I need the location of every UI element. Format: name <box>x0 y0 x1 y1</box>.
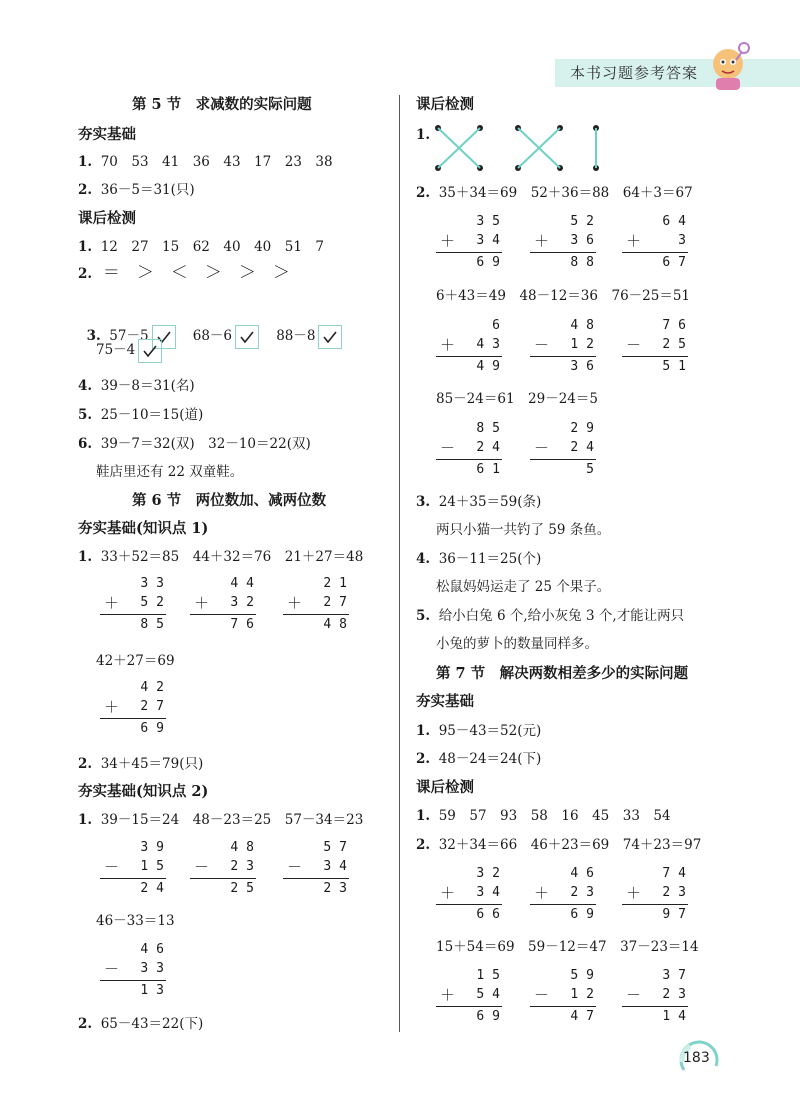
vcalc-top: 42 <box>140 680 172 695</box>
vcalc-second: 36 <box>570 233 602 248</box>
vcalc-operator: ＋ <box>440 986 456 1004</box>
num: 3. <box>86 328 101 344</box>
vcalc-result: 14 <box>662 1009 694 1024</box>
s7-a1: 59 57 93 58 16 45 33 54 <box>438 808 671 824</box>
vcalc-operator: ＋ <box>534 232 550 250</box>
vcalc-operator: ＋ <box>104 698 120 716</box>
section-7-title: 第 7 节 解决两数相差多少的实际问题 <box>436 665 689 682</box>
vcalc-result: 88 <box>570 255 602 270</box>
vcalc-operator: ＋ <box>287 594 303 612</box>
vcalc-bar <box>530 459 596 460</box>
vcalc-result: 47 <box>570 1009 602 1024</box>
num: 3. <box>416 494 431 510</box>
s5-a4: 39－8＝31(名) <box>100 378 195 394</box>
vcalc-bar <box>530 252 596 253</box>
vcalc-top: 85 <box>476 421 508 436</box>
vcalc-second: 33 <box>140 961 172 976</box>
vcalc-bar <box>622 904 688 905</box>
vcalc-bar <box>436 1006 502 1007</box>
vcalc-bar <box>622 252 688 253</box>
vcalc-result: 51 <box>662 359 694 374</box>
vcalc-operator: － <box>440 439 456 457</box>
s5-a3-2: 68－6 <box>192 328 233 344</box>
vcalc-bar <box>436 356 502 357</box>
vcalc-result: 23 <box>323 881 355 896</box>
num: 1. <box>416 127 431 143</box>
vcalc-top: 15 <box>476 968 508 983</box>
vcalc-second: 34 <box>476 885 508 900</box>
vcalc-top: 48 <box>230 840 262 855</box>
a2c: 85－24＝61 29－24＝5 <box>436 391 598 407</box>
num: 2. <box>416 837 431 853</box>
s5-a6: 39－7＝32(双) 32－10＝22(双) <box>100 436 311 452</box>
vcalc-second: 12 <box>570 337 602 352</box>
mascot-icon <box>706 40 752 92</box>
vcalc-top: 33 <box>140 576 172 591</box>
vcalc-top: 37 <box>662 968 694 983</box>
vcalc-second: 27 <box>323 595 355 610</box>
vcalc-result: 5 <box>586 462 602 477</box>
num: 2. <box>78 756 93 772</box>
vcalc-second: 3 <box>678 233 694 248</box>
num: 2. <box>416 185 431 201</box>
s7-b2: 48－24＝24(下) <box>438 751 542 767</box>
s5-a3-4: 75－4 <box>96 342 136 358</box>
s6-b1: 33＋52＝85 44＋32＝76 21＋27＝48 <box>100 549 364 565</box>
vcalc-bar <box>622 356 688 357</box>
vcalc-bar <box>622 1006 688 1007</box>
vcalc-top: 64 <box>662 214 694 229</box>
vcalc-result: 49 <box>476 359 508 374</box>
vcalc-second: 12 <box>570 987 602 1002</box>
vcalc-top: 44 <box>230 576 262 591</box>
a3b: 两只小猫一共钓了 59 条鱼。 <box>436 522 611 538</box>
section-6-title: 第 6 节 两位数加、减两位数 <box>132 492 327 509</box>
vcalc-top: 35 <box>476 214 508 229</box>
column-divider <box>399 95 400 1032</box>
vcalc-bar <box>436 904 502 905</box>
vcalc-top: 32 <box>476 866 508 881</box>
vcalc-second: 27 <box>140 699 172 714</box>
vcalc-top: 21 <box>323 576 355 591</box>
num: 1. <box>78 812 93 828</box>
num: 2. <box>78 182 93 198</box>
vcalc-result: 24 <box>140 881 172 896</box>
s7-b1: 95－43＝52(元) <box>438 723 542 739</box>
num: 1. <box>78 154 93 170</box>
vcalc-second: 23 <box>662 885 694 900</box>
vcalc-operator: － <box>534 986 550 1004</box>
s6-c2: 65－43＝22(下) <box>100 1016 204 1032</box>
vcalc-operator: ＋ <box>440 884 456 902</box>
num: 6. <box>78 436 93 452</box>
vcalc-result: 97 <box>662 907 694 922</box>
dot-line-diagram <box>430 122 610 174</box>
s6-b1b: 42＋27＝69 <box>96 653 175 669</box>
vcalc-result: 69 <box>140 721 172 736</box>
a5b: 小兔的萝卜的数量同样多。 <box>436 636 598 652</box>
s5-a1: 12 27 15 62 40 40 51 7 <box>100 239 325 255</box>
vcalc-bar <box>436 252 502 253</box>
num: 2. <box>78 1016 93 1032</box>
s5-basic-heading: 夯实基础 <box>78 126 136 143</box>
vcalc-result: 48 <box>323 617 355 632</box>
vcalc-result: 76 <box>230 617 262 632</box>
vcalc-second: 43 <box>476 337 508 352</box>
vcalc-top: 57 <box>323 840 355 855</box>
a5: 给小白兔 6 个,给小灰兔 3 个,才能让两只 <box>438 608 685 624</box>
a2b: 6＋43＝49 48－12＝36 76－25＝51 <box>436 288 691 304</box>
vcalc-top: 29 <box>570 421 602 436</box>
vcalc-result: 61 <box>476 462 508 477</box>
vcalc-bar <box>530 356 596 357</box>
vcalc-operator: － <box>104 858 120 876</box>
vcalc-result: 69 <box>570 907 602 922</box>
vcalc-bar <box>100 614 166 615</box>
s5-a2: ＝ ＞ ＜ ＞ ＞ ＞ <box>102 263 290 283</box>
vcalc-second: 32 <box>230 595 262 610</box>
num: 5. <box>416 608 431 624</box>
s5-a3-3: 88－8 <box>276 328 316 344</box>
vcalc-operator: － <box>626 986 642 1004</box>
vcalc-bar <box>100 718 166 719</box>
s6-basic2-heading: 夯实基础(知识点 2) <box>78 783 209 800</box>
s7-basic-heading: 夯实基础 <box>416 693 474 710</box>
vcalc-bar <box>283 614 349 615</box>
vcalc-operator: ＋ <box>626 232 642 250</box>
vcalc-result: 69 <box>476 1009 508 1024</box>
num: 2. <box>78 266 93 282</box>
vcalc-top: 6 <box>492 318 508 333</box>
s5-a5: 25－10＝15(道) <box>100 407 204 423</box>
a2: 35＋34＝69 52＋36＝88 64＋3＝67 <box>438 185 693 201</box>
num: 2. <box>416 751 431 767</box>
vcalc-operator: － <box>534 336 550 354</box>
vcalc-second: 34 <box>476 233 508 248</box>
s6-c1: 39－15＝24 48－23＝25 57－34＝23 <box>100 812 364 828</box>
vcalc-top: 46 <box>140 942 172 957</box>
s5-b1: 70 53 41 36 43 17 23 38 <box>100 154 333 170</box>
vcalc-bar <box>100 980 166 981</box>
vcalc-second: 25 <box>662 337 694 352</box>
header-tab-title: 本书习题参考答案 <box>570 64 699 82</box>
s5-a6b: 鞋店里还有 22 双童鞋。 <box>96 464 244 480</box>
vcalc-operator: － <box>534 439 550 457</box>
vcalc-second: 24 <box>476 440 508 455</box>
vcalc-operator: ＋ <box>104 594 120 612</box>
s6-b2: 34＋45＝79(只) <box>100 756 204 772</box>
vcalc-operator: － <box>104 960 120 978</box>
vcalc-operator: － <box>194 858 210 876</box>
vcalc-second: 34 <box>323 859 355 874</box>
vcalc-result: 36 <box>570 359 602 374</box>
vcalc-top: 46 <box>570 866 602 881</box>
s7-a2b: 15＋54＝69 59－12＝47 37－23＝14 <box>436 939 699 955</box>
vcalc-second: 23 <box>230 859 262 874</box>
a4: 36－11＝25(个) <box>438 551 542 567</box>
vcalc-second: 15 <box>140 859 172 874</box>
vcalc-operator: － <box>287 858 303 876</box>
vcalc-operator: ＋ <box>440 232 456 250</box>
num: 1. <box>416 808 431 824</box>
vcalc-top: 52 <box>570 214 602 229</box>
vcalc-second: 52 <box>140 595 172 610</box>
s7-a2: 32＋34＝66 46＋23＝69 74＋23＝97 <box>438 837 702 853</box>
vcalc-operator: ＋ <box>534 884 550 902</box>
a4b: 松鼠妈妈运走了 25 个果子。 <box>436 579 611 595</box>
num: 1. <box>78 239 93 255</box>
vcalc-bar <box>436 459 502 460</box>
s5-after-heading: 课后检测 <box>78 210 136 227</box>
num: 1. <box>416 723 431 739</box>
page-number: 183 <box>683 1050 710 1066</box>
section-5-title: 第 5 节 求减数的实际问题 <box>132 96 312 113</box>
vcalc-operator: － <box>626 336 642 354</box>
vcalc-operator: ＋ <box>194 594 210 612</box>
num: 4. <box>416 551 431 567</box>
check-box <box>235 325 259 349</box>
num: 1. <box>78 549 93 565</box>
vcalc-operator: ＋ <box>440 336 456 354</box>
s5-b2: 36－5＝31(只) <box>100 182 195 198</box>
vcalc-bar <box>530 904 596 905</box>
vcalc-top: 74 <box>662 866 694 881</box>
vcalc-result: 13 <box>140 983 172 998</box>
vcalc-second: 24 <box>570 440 602 455</box>
s6-basic1-heading: 夯实基础(知识点 1) <box>78 520 209 537</box>
s6-c1b: 46－33＝13 <box>96 913 175 929</box>
vcalc-operator: ＋ <box>626 884 642 902</box>
s5-a3-1: 57－5 <box>109 328 149 344</box>
vcalc-bar <box>190 878 256 879</box>
vcalc-result: 69 <box>476 255 508 270</box>
vcalc-result: 67 <box>662 255 694 270</box>
vcalc-top: 76 <box>662 318 694 333</box>
vcalc-result: 66 <box>476 907 508 922</box>
vcalc-result: 85 <box>140 617 172 632</box>
after-heading: 课后检测 <box>416 96 474 113</box>
vcalc-top: 59 <box>570 968 602 983</box>
vcalc-top: 39 <box>140 840 172 855</box>
vcalc-bar <box>530 1006 596 1007</box>
a3: 24＋35＝59(条) <box>438 494 542 510</box>
s7-after-heading: 课后检测 <box>416 779 474 796</box>
vcalc-bar <box>283 878 349 879</box>
vcalc-result: 25 <box>230 881 262 896</box>
num: 5. <box>78 407 93 423</box>
vcalc-bar <box>190 614 256 615</box>
check-box <box>318 325 342 349</box>
vcalc-top: 48 <box>570 318 602 333</box>
check-box <box>138 339 162 363</box>
num: 4. <box>78 378 93 394</box>
vcalc-second: 23 <box>662 987 694 1002</box>
vcalc-second: 54 <box>476 987 508 1002</box>
vcalc-second: 23 <box>570 885 602 900</box>
vcalc-bar <box>100 878 166 879</box>
